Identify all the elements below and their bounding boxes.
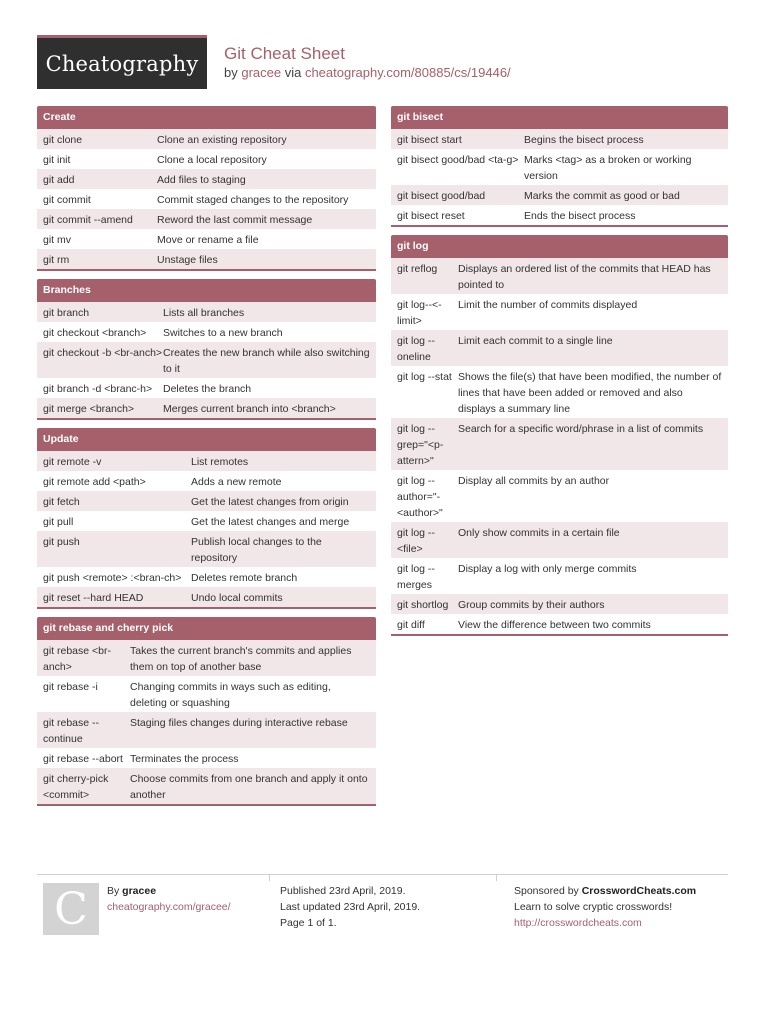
- sponsor-label: Sponsored by: [514, 885, 582, 897]
- command-cell: git rebase <br-anch>: [43, 645, 111, 673]
- command-cell: git commit --amend: [43, 214, 133, 226]
- table-row: [37, 451, 376, 471]
- table-row: [391, 594, 728, 614]
- table-row: [37, 712, 376, 748]
- table-row: [391, 558, 728, 594]
- command-cell: git rm: [43, 254, 70, 266]
- table-row: [391, 614, 728, 634]
- table-row: [37, 249, 376, 269]
- command-cell: git checkout <branch>: [43, 327, 147, 339]
- command-cell: git rebase --continue: [43, 717, 100, 745]
- command-cell: git checkout -b <br-anch>: [43, 347, 163, 359]
- table-row: [37, 748, 376, 768]
- table-row: [391, 258, 728, 294]
- command-cell: git log --<file>: [397, 527, 435, 555]
- table-row: [391, 205, 728, 225]
- command-cell: git bisect reset: [397, 210, 465, 222]
- description-cell: Clone a local repository: [157, 154, 267, 166]
- command-cell: git mv: [43, 234, 72, 246]
- byline: [224, 65, 511, 80]
- description-cell: Terminates the process: [130, 753, 239, 765]
- table-row: [37, 189, 376, 209]
- table-row: [391, 330, 728, 366]
- sponsor-tagline: Learn to solve cryptic crosswords!: [514, 901, 673, 913]
- command-cell: git branch -d <branc-h>: [43, 383, 153, 395]
- description-cell: Ends the bisect process: [524, 210, 636, 222]
- cheatography-logo[interactable]: [37, 35, 207, 89]
- byline-via: via: [281, 65, 305, 80]
- command-cell: git log--<-limit>: [397, 299, 442, 327]
- table-row: [37, 511, 376, 531]
- avatar-letter: C: [54, 883, 88, 935]
- page-number: Page 1 of 1.: [280, 917, 337, 929]
- description-cell: Display all commits by an author: [458, 475, 610, 487]
- table-row: [37, 398, 376, 418]
- description-cell: Changing commits in ways such as editing, deleting or squashing: [130, 681, 331, 709]
- left-column: [37, 106, 376, 814]
- description-cell: Begins the bisect process: [524, 134, 644, 146]
- footer-divider: [269, 875, 270, 881]
- description-cell: Adds a new remote: [191, 476, 282, 488]
- right-column: [391, 106, 728, 644]
- footer-divider: [496, 875, 497, 881]
- section-rows: [391, 258, 728, 634]
- description-cell: List remotes: [191, 456, 249, 468]
- command-cell: git remote add <path>: [43, 476, 146, 488]
- table-row: [391, 149, 728, 185]
- table-row: [391, 522, 728, 558]
- table-row: [37, 531, 376, 567]
- table-row: [37, 587, 376, 607]
- section-update: [37, 428, 376, 609]
- table-row: [391, 185, 728, 205]
- description-cell: Staging files changes during interactive rebase: [130, 717, 348, 729]
- description-cell: Unstage files: [157, 254, 218, 266]
- description-cell: View the difference between two commits: [458, 619, 651, 631]
- description-cell: Limit each commit to a single line: [458, 335, 613, 347]
- table-row: [37, 322, 376, 342]
- footer-sponsor: [514, 883, 696, 931]
- section-rows: [37, 302, 376, 418]
- command-cell: git push <remote> :<bran-ch>: [43, 572, 182, 584]
- command-cell: git shortlog: [397, 599, 449, 611]
- command-cell: git fetch: [43, 496, 80, 508]
- description-cell: Get the latest changes and merge: [191, 516, 350, 528]
- table-row: [37, 149, 376, 169]
- section-bisect: [391, 106, 728, 227]
- footer-author: [107, 883, 231, 915]
- logo-text: Cheatography: [45, 51, 199, 76]
- description-cell: Move or rename a file: [157, 234, 259, 246]
- command-cell: git merge <branch>: [43, 403, 135, 415]
- description-cell: Undo local commits: [191, 592, 283, 604]
- section-title: git log: [391, 235, 728, 258]
- command-cell: git log --author="-<author>": [397, 475, 443, 519]
- command-cell: git log --grep="<p-attern>": [397, 423, 444, 467]
- description-cell: Lists all branches: [163, 307, 245, 319]
- table-row: [37, 169, 376, 189]
- description-cell: Takes the current branch's commits and applies them on top of another base: [130, 645, 352, 673]
- description-cell: Add files to staging: [157, 174, 246, 186]
- page-title: Git Cheat Sheet: [224, 44, 345, 63]
- command-cell: git diff: [397, 619, 425, 631]
- command-cell: git rebase --abort: [43, 753, 123, 765]
- table-row: [37, 471, 376, 491]
- footer-author-name[interactable]: gracee: [122, 885, 157, 897]
- command-cell: git reset --hard HEAD: [43, 592, 144, 604]
- section-title: Branches: [37, 279, 376, 302]
- command-cell: git bisect start: [397, 134, 462, 146]
- sponsor-name[interactable]: CrosswordCheats.com: [581, 885, 697, 897]
- table-row: [37, 567, 376, 587]
- description-cell: Clone an existing repository: [157, 134, 287, 146]
- command-cell: git rebase -i: [43, 681, 98, 693]
- section-title: Create: [37, 106, 376, 129]
- description-cell: Deletes the branch: [163, 383, 252, 395]
- command-cell: git init: [43, 154, 71, 166]
- section-title: git bisect: [391, 106, 728, 129]
- command-cell: git clone: [43, 134, 83, 146]
- table-row: [37, 491, 376, 511]
- table-row: [391, 418, 728, 470]
- section-log: [391, 235, 728, 636]
- description-cell: Commit staged changes to the repository: [157, 194, 349, 206]
- description-cell: Deletes remote branch: [191, 572, 298, 584]
- section-rows: [391, 129, 728, 225]
- table-row: [391, 294, 728, 330]
- table-row: [37, 229, 376, 249]
- description-cell: Choose commits from one branch and apply it onto another: [130, 773, 368, 801]
- description-cell: Limit the number of commits displayed: [458, 299, 638, 311]
- author-avatar[interactable]: [43, 883, 99, 935]
- description-cell: Group commits by their authors: [458, 599, 605, 611]
- sheet-url-link[interactable]: cheatography.com/80885/cs/19446/: [304, 65, 511, 80]
- command-cell: git log --merges: [397, 563, 435, 591]
- description-cell: Search for a specific word/phrase in a list of commits: [458, 423, 704, 435]
- command-cell: git reflog: [397, 263, 438, 275]
- table-row: [37, 302, 376, 322]
- section-create: [37, 106, 376, 271]
- section-rebase: [37, 617, 376, 806]
- author-link[interactable]: gracee: [241, 65, 282, 80]
- table-row: [37, 676, 376, 712]
- table-row: [37, 640, 376, 676]
- published-date: Published 23rd April, 2019.: [280, 885, 406, 897]
- table-row: [37, 378, 376, 398]
- command-cell: git log --oneline: [397, 335, 435, 363]
- updated-date: Last updated 23rd April, 2019.: [280, 901, 421, 913]
- command-cell: git add: [43, 174, 75, 186]
- command-cell: git bisect good/bad <ta-g>: [397, 154, 519, 166]
- section-title: Update: [37, 428, 376, 451]
- description-cell: Get the latest changes from origin: [191, 496, 349, 508]
- table-row: [37, 209, 376, 229]
- table-row: [37, 129, 376, 149]
- description-cell: Displays an ordered list of the commits that HEAD has pointed to: [458, 263, 711, 291]
- table-row: [391, 366, 728, 418]
- description-cell: Only show commits in a certain file: [458, 527, 620, 539]
- command-cell: git cherry-pick <commit>: [43, 773, 109, 801]
- description-cell: Marks the commit as good or bad: [524, 190, 680, 202]
- command-cell: git commit: [43, 194, 91, 206]
- command-cell: git push: [43, 536, 80, 548]
- description-cell: Publish local changes to the repository: [191, 536, 322, 564]
- footer-by-label: By: [107, 885, 123, 897]
- description-cell: Switches to a new branch: [163, 327, 283, 339]
- byline-prefix: by: [224, 65, 242, 80]
- section-rows: [37, 451, 376, 607]
- table-row: [391, 470, 728, 522]
- table-row: [391, 129, 728, 149]
- command-cell: git pull: [43, 516, 74, 528]
- description-cell: Merges current branch into <branch>: [163, 403, 336, 415]
- table-row: [37, 768, 376, 804]
- footer-author-link[interactable]: cheatography.com/gracee/: [107, 901, 231, 913]
- command-cell: git remote -v: [43, 456, 102, 468]
- command-cell: git log --stat: [397, 371, 452, 383]
- section-rows: [37, 129, 376, 269]
- section-title: git rebase and cherry pick: [37, 617, 376, 640]
- description-cell: Shows the file(s) that have been modified, the number of lines that have been added or removed and also displays a summary line: [458, 371, 722, 415]
- description-cell: Reword the last commit message: [157, 214, 313, 226]
- description-cell: Creates the new branch while also switching to it: [163, 347, 370, 375]
- footer: [37, 874, 728, 944]
- description-cell: Marks <tag> as a broken or working version: [524, 154, 692, 182]
- table-row: [37, 342, 376, 378]
- section-rows: [37, 640, 376, 804]
- command-cell: git bisect good/bad: [397, 190, 486, 202]
- description-cell: Display a log with only merge commits: [458, 563, 637, 575]
- sponsor-link[interactable]: http://crosswordcheats.com: [514, 917, 642, 929]
- section-branches: [37, 279, 376, 420]
- footer-dates: [280, 883, 420, 931]
- command-cell: git branch: [43, 307, 90, 319]
